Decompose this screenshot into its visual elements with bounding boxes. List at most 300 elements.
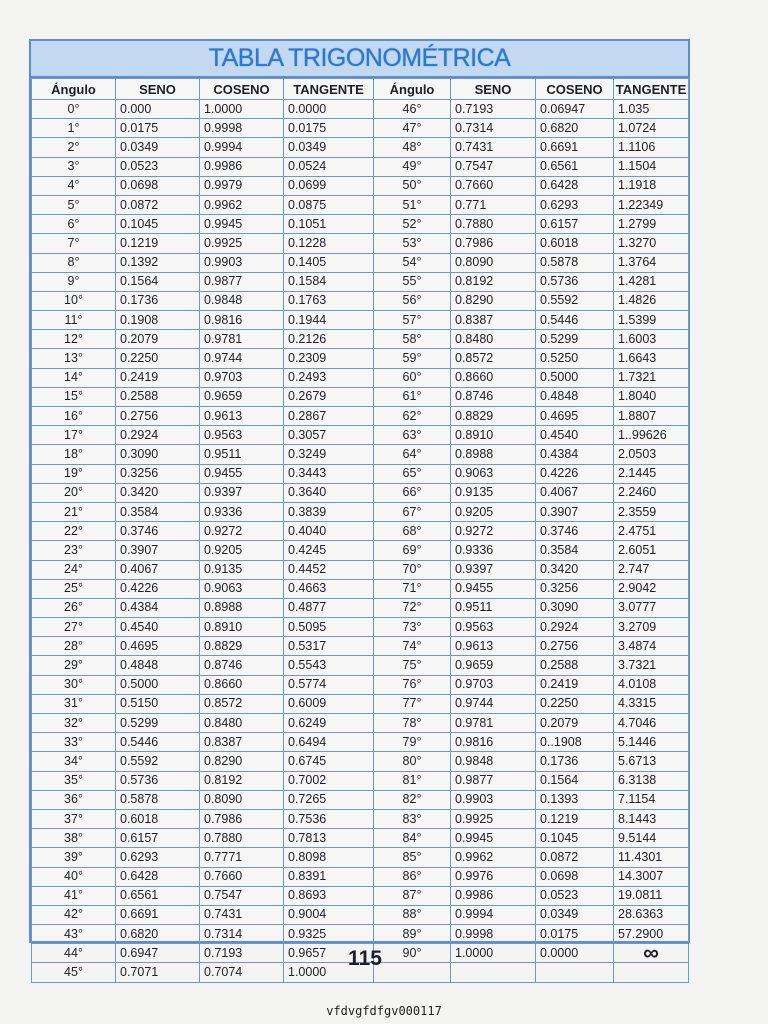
cell-tangent-right: 1.6003 [614, 330, 689, 349]
cell-sine-left: 0.4067 [116, 560, 200, 579]
cell-angle-right: 57° [374, 311, 451, 330]
header-sine-right: SENO [451, 79, 536, 100]
cell-sine-right: 0.8387 [451, 311, 536, 330]
cell-sine-right: 0.7193 [451, 100, 536, 119]
cell-cosine-left: 0.7660 [200, 867, 284, 886]
header-tangent-right: TANGENTE [614, 79, 689, 100]
cell-angle-right: 48° [374, 138, 451, 157]
header-tangent-left: TANGENTE [284, 79, 374, 100]
cell-angle-left: 0° [32, 100, 116, 119]
cell-sine-right: 0.9744 [451, 694, 536, 713]
cell-cosine-right: 0.6293 [536, 195, 614, 214]
cell-cosine-left: 0.9998 [200, 119, 284, 138]
cell-cosine-right: 0.5736 [536, 272, 614, 291]
cell-sine-left: 0.1908 [116, 311, 200, 330]
cell-sine-right: 0.8192 [451, 272, 536, 291]
cell-tangent-right: 3.2709 [614, 618, 689, 637]
cell-cosine-left: 0.8746 [200, 656, 284, 675]
cell-tangent-right: 8.1443 [614, 809, 689, 828]
cell-tangent-right: 2.4751 [614, 522, 689, 541]
cell-tangent-right: 2.747 [614, 560, 689, 579]
cell-sine-left: 0.6691 [116, 905, 200, 924]
table-body [32, 100, 689, 983]
table-row [32, 426, 689, 445]
cell-cosine-right: 0.3746 [536, 522, 614, 541]
cell-angle-left: 19° [32, 464, 116, 483]
cell-tangent-right: 1.1504 [614, 157, 689, 176]
header-angle-right: Ángulo [374, 79, 451, 100]
cell-cosine-right: 0.06947 [536, 100, 614, 119]
cell-sine-left: 0.3090 [116, 445, 200, 464]
cell-tangent-left: 0.5774 [284, 675, 374, 694]
cell-cosine-left: 0.9903 [200, 253, 284, 272]
cell-angle-right: 87° [374, 886, 451, 905]
cell-tangent-right: 1.5399 [614, 311, 689, 330]
cell-angle-left: 34° [32, 752, 116, 771]
cell-cosine-right: 0.0698 [536, 867, 614, 886]
cell-angle-right: 79° [374, 733, 451, 752]
cell-sine-left: 0.5592 [116, 752, 200, 771]
cell-cosine-right: 0.1045 [536, 829, 614, 848]
cell-cosine-right: 0.4067 [536, 483, 614, 502]
cell-sine-left: 0.5299 [116, 714, 200, 733]
cell-tangent-left: 0.0000 [284, 100, 374, 119]
cell-sine-right: 0.8090 [451, 253, 536, 272]
table-row [32, 100, 689, 119]
cell-cosine-right: 0.1736 [536, 752, 614, 771]
table-row [32, 598, 689, 617]
cell-cosine-left: 0.7986 [200, 809, 284, 828]
cell-cosine-right: 0.2924 [536, 618, 614, 637]
cell-cosine-right: 0.0349 [536, 905, 614, 924]
cell-cosine-right: 0.5250 [536, 349, 614, 368]
table-row [32, 771, 689, 790]
cell-tangent-right: 9.5144 [614, 829, 689, 848]
cell-tangent-left: 0.1763 [284, 291, 374, 310]
cell-cosine-left: 0.9272 [200, 522, 284, 541]
cell-cosine-right: 0.4226 [536, 464, 614, 483]
cell-tangent-left: 0.0875 [284, 195, 374, 214]
cell-angle-left: 9° [32, 272, 116, 291]
cell-tangent-left: 0.7536 [284, 809, 374, 828]
cell-cosine-right: 0.6691 [536, 138, 614, 157]
cell-sine-left: 0.3907 [116, 541, 200, 560]
header-angle-left: Ángulo [32, 79, 116, 100]
cell-tangent-right: 1..99626 [614, 426, 689, 445]
cell-tangent-left: 0.9657 [284, 944, 374, 963]
cell-angle-right: 52° [374, 215, 451, 234]
cell-angle-left: 44° [32, 944, 116, 963]
cell-sine-left: 0.4695 [116, 637, 200, 656]
cell-angle-right: 60° [374, 368, 451, 387]
cell-angle-right: 78° [374, 714, 451, 733]
cell-sine-right: 0.7880 [451, 215, 536, 234]
cell-angle-right: 77° [374, 694, 451, 713]
cell-cosine-right: 0.6428 [536, 176, 614, 195]
cell-sine-right: 0.7431 [451, 138, 536, 157]
cell-sine-right: 0.9998 [451, 925, 536, 944]
cell-angle-left: 36° [32, 790, 116, 809]
cell-tangent-left: 0.3443 [284, 464, 374, 483]
cell-cosine-left: 0.9994 [200, 138, 284, 157]
cell-cosine-left: 0.9659 [200, 387, 284, 406]
cell-angle-left: 18° [32, 445, 116, 464]
cell-sine-right: 0.8910 [451, 426, 536, 445]
table-row [32, 215, 689, 234]
cell-cosine-right: 0.6018 [536, 234, 614, 253]
cell-sine-right: 0.8480 [451, 330, 536, 349]
cell-sine-right: 0.9962 [451, 848, 536, 867]
table-row [32, 675, 689, 694]
cell-tangent-right: 3.0777 [614, 598, 689, 617]
cell-angle-right: 89° [374, 925, 451, 944]
cell-angle-left: 29° [32, 656, 116, 675]
cell-angle-left: 39° [32, 848, 116, 867]
cell-cosine-left: 0.7074 [200, 963, 284, 982]
cell-cosine-right: 0.3907 [536, 502, 614, 521]
cell-tangent-right: 1.1106 [614, 138, 689, 157]
cell-angle-left: 43° [32, 925, 116, 944]
cell-sine-left: 0.0698 [116, 176, 200, 195]
cell-cosine-right: 0.1219 [536, 809, 614, 828]
table-row [32, 790, 689, 809]
table-row [32, 272, 689, 291]
cell-angle-left: 7° [32, 234, 116, 253]
cell-cosine-right: 0.0523 [536, 886, 614, 905]
cell-cosine-left: 0.9925 [200, 234, 284, 253]
cell-sine-right: 0.9994 [451, 905, 536, 924]
cell-sine-right: 0.9781 [451, 714, 536, 733]
cell-tangent-right: 1.2799 [614, 215, 689, 234]
cell-angle-left: 10° [32, 291, 116, 310]
cell-sine-left: 0.5150 [116, 694, 200, 713]
cell-angle-right: 63° [374, 426, 451, 445]
cell-cosine-left: 0.8988 [200, 598, 284, 617]
table-row [32, 848, 689, 867]
cell-sine-right: 0.9135 [451, 483, 536, 502]
cell-angle-right: 71° [374, 579, 451, 598]
cell-angle-right: 67° [374, 502, 451, 521]
cell-tangent-left: 0.8098 [284, 848, 374, 867]
cell-tangent-left: 0.7002 [284, 771, 374, 790]
cell-angle-left: 26° [32, 598, 116, 617]
cell-sine-left: 0.000 [116, 100, 200, 119]
cell-angle-right: 73° [374, 618, 451, 637]
cell-tangent-left: 0.5543 [284, 656, 374, 675]
cell-cosine-right: 0.4695 [536, 407, 614, 426]
cell-tangent-right: 3.7321 [614, 656, 689, 675]
cell-sine-right: 0.8988 [451, 445, 536, 464]
cell-tangent-left: 0.3057 [284, 426, 374, 445]
cell-sine-left: 0.0175 [116, 119, 200, 138]
cell-tangent-right: 2.6051 [614, 541, 689, 560]
cell-angle-right: 51° [374, 195, 451, 214]
cell-cosine-left: 0.8829 [200, 637, 284, 656]
cell-tangent-left: 1.0000 [284, 963, 374, 982]
cell-angle-right: 82° [374, 790, 451, 809]
cell-angle-left: 15° [32, 387, 116, 406]
cell-angle-right: 84° [374, 829, 451, 848]
cell-tangent-left: 0.6249 [284, 714, 374, 733]
cell-angle-right: 76° [374, 675, 451, 694]
cell-cosine-right: 0.4384 [536, 445, 614, 464]
table-row [32, 138, 689, 157]
cell-cosine-left: 0.9781 [200, 330, 284, 349]
cell-angle-right: 59° [374, 349, 451, 368]
cell-sine-left: 0.1736 [116, 291, 200, 310]
cell-cosine-left: 0.9135 [200, 560, 284, 579]
cell-cosine-right: 0.4540 [536, 426, 614, 445]
cell-tangent-left: 0.3839 [284, 502, 374, 521]
cell-tangent-right: ∞ [614, 944, 689, 963]
cell-angle-left: 16° [32, 407, 116, 426]
cell-cosine-right: 0.2419 [536, 675, 614, 694]
cell-sine-right: 0.9986 [451, 886, 536, 905]
page-title: TABLA TRIGONOMÉTRICA [208, 44, 511, 72]
cell-sine-left: 0.2588 [116, 387, 200, 406]
cell-cosine-right: 0.1393 [536, 790, 614, 809]
cell-angle-left: 31° [32, 694, 116, 713]
cell-angle-left: 42° [32, 905, 116, 924]
cell-sine-left: 0.5736 [116, 771, 200, 790]
cell-cosine-left: 1.0000 [200, 100, 284, 119]
footer-code: vfdvgfdfgv000117 [326, 1004, 442, 1018]
cell-angle-left: 23° [32, 541, 116, 560]
cell-angle-left: 20° [32, 483, 116, 502]
cell-cosine-right: 0.2079 [536, 714, 614, 733]
cell-tangent-left: 0.6009 [284, 694, 374, 713]
cell-angle-left: 45° [32, 963, 116, 982]
cell-cosine-left: 0.9205 [200, 541, 284, 560]
cell-cosine-left: 0.9945 [200, 215, 284, 234]
cell-angle-right: 69° [374, 541, 451, 560]
cell-tangent-right: 1.7321 [614, 368, 689, 387]
cell-tangent-left: 0.5095 [284, 618, 374, 637]
cell-tangent-left: 0.4452 [284, 560, 374, 579]
cell-sine-left: 0.2756 [116, 407, 200, 426]
cell-tangent-right: 4.3315 [614, 694, 689, 713]
cell-tangent-left: 0.6494 [284, 733, 374, 752]
cell-sine-left: 0.1564 [116, 272, 200, 291]
cell-sine-right: 1.0000 [451, 944, 536, 963]
cell-cosine-left: 0.9511 [200, 445, 284, 464]
cell-angle-right: 49° [374, 157, 451, 176]
cell-angle-left: 21° [32, 502, 116, 521]
cell-cosine-right: 0.2588 [536, 656, 614, 675]
cell-sine-left: 0.6293 [116, 848, 200, 867]
cell-tangent-left: 0.1228 [284, 234, 374, 253]
cell-angle-left: 33° [32, 733, 116, 752]
table-row [32, 694, 689, 713]
table-row [32, 618, 689, 637]
table-row [32, 253, 689, 272]
table-row [32, 541, 689, 560]
cell-angle-left: 40° [32, 867, 116, 886]
cell-sine-left: 0.6820 [116, 925, 200, 944]
cell-sine-left: 0.1219 [116, 234, 200, 253]
cell-tangent-left: 0.4663 [284, 579, 374, 598]
cell-tangent-left: 0.4245 [284, 541, 374, 560]
cell-angle-left: 2° [32, 138, 116, 157]
cell-tangent-right: 7.1154 [614, 790, 689, 809]
cell-tangent-left: 0.1405 [284, 253, 374, 272]
cell-sine-left: 0.6428 [116, 867, 200, 886]
cell-tangent-right: 1.035 [614, 100, 689, 119]
cell-cosine-left: 0.8660 [200, 675, 284, 694]
cell-angle-left: 11° [32, 311, 116, 330]
cell-angle-right: 56° [374, 291, 451, 310]
cell-tangent-left: 0.7813 [284, 829, 374, 848]
cell-cosine-right: 0..1908 [536, 733, 614, 752]
table-row [32, 234, 689, 253]
table-row [32, 407, 689, 426]
cell-angle-left: 25° [32, 579, 116, 598]
table-row [32, 637, 689, 656]
cell-tangent-left: 0.2309 [284, 349, 374, 368]
cell-angle-left: 12° [32, 330, 116, 349]
cell-cosine-right: 0.5299 [536, 330, 614, 349]
table-row [32, 195, 689, 214]
cell-sine-left: 0.3420 [116, 483, 200, 502]
cell-angle-left: 14° [32, 368, 116, 387]
cell-cosine-left: 0.9962 [200, 195, 284, 214]
cell-sine-left: 0.1392 [116, 253, 200, 272]
cell-cosine-left: 0.9986 [200, 157, 284, 176]
cell-cosine-left: 0.9979 [200, 176, 284, 195]
cell-cosine-right: 0.3256 [536, 579, 614, 598]
cell-sine-right: 0.9945 [451, 829, 536, 848]
table-row [32, 714, 689, 733]
cell-cosine-left: 0.7547 [200, 886, 284, 905]
table-row [32, 733, 689, 752]
cell-tangent-left: 0.3249 [284, 445, 374, 464]
cell-cosine-left: 0.8387 [200, 733, 284, 752]
cell-cosine-left: 0.7431 [200, 905, 284, 924]
cell-cosine-left: 0.9703 [200, 368, 284, 387]
cell-angle-right: 54° [374, 253, 451, 272]
cell-sine-right: 0.9613 [451, 637, 536, 656]
cell-sine-right: 0.9848 [451, 752, 536, 771]
cell-sine-right: 0.8829 [451, 407, 536, 426]
cell-tangent-left: 0.4877 [284, 598, 374, 617]
cell-cosine-left: 0.9063 [200, 579, 284, 598]
cell-cosine-right: 0.5878 [536, 253, 614, 272]
cell-tangent-right: 1.4281 [614, 272, 689, 291]
cell-angle-left: 4° [32, 176, 116, 195]
cell-sine-left: 0.5000 [116, 675, 200, 694]
cell-sine-left: 0.6157 [116, 829, 200, 848]
cell-sine-right: 0.7660 [451, 176, 536, 195]
cell-sine-left: 0.3746 [116, 522, 200, 541]
cell-cosine-right: 0.4848 [536, 387, 614, 406]
cell-sine-left: 0.1045 [116, 215, 200, 234]
cell-cosine-right: 0.3090 [536, 598, 614, 617]
cell-cosine-left: 0.8192 [200, 771, 284, 790]
table-row [32, 349, 689, 368]
table-row [32, 752, 689, 771]
cell-cosine-left: 0.9848 [200, 291, 284, 310]
cell-angle-left: 24° [32, 560, 116, 579]
table-row [32, 368, 689, 387]
cell-sine-left: 0.3256 [116, 464, 200, 483]
cell-angle-right: 47° [374, 119, 451, 138]
cell-cosine-right: 0.1564 [536, 771, 614, 790]
cell-sine-left: 0.7071 [116, 963, 200, 982]
cell-cosine-left: 0.8910 [200, 618, 284, 637]
table-row [32, 291, 689, 310]
cell-tangent-right: 2.0503 [614, 445, 689, 464]
table-row [32, 905, 689, 924]
cell-angle-left: 35° [32, 771, 116, 790]
cell-angle-right: 46° [374, 100, 451, 119]
table-row [32, 829, 689, 848]
cell-sine-right: 0.9511 [451, 598, 536, 617]
cell-tangent-left: 0.1944 [284, 311, 374, 330]
cell-sine-right: 0.9703 [451, 675, 536, 694]
cell-tangent-right: 14.3007 [614, 867, 689, 886]
cell-tangent-left: 0.3640 [284, 483, 374, 502]
cell-cosine-right: 0.0872 [536, 848, 614, 867]
cell-angle-left: 5° [32, 195, 116, 214]
cell-angle-right: 58° [374, 330, 451, 349]
cell-sine-right: 0.7314 [451, 119, 536, 138]
table-row [32, 579, 689, 598]
cell-sine-right: 0.9205 [451, 502, 536, 521]
cell-tangent-right: 2.1445 [614, 464, 689, 483]
cell-tangent-left: 0.2867 [284, 407, 374, 426]
cell-angle-right: 65° [374, 464, 451, 483]
table-row [32, 522, 689, 541]
cell-sine-right: 0.9336 [451, 541, 536, 560]
cell-sine-left: 0.0349 [116, 138, 200, 157]
cell-sine-right: 0.9455 [451, 579, 536, 598]
cell-angle-left: 6° [32, 215, 116, 234]
cell-sine-right: 0.9877 [451, 771, 536, 790]
cell-tangent-left: 0.8391 [284, 867, 374, 886]
cell-angle-left: 1° [32, 119, 116, 138]
cell-angle-left: 13° [32, 349, 116, 368]
cell-angle-right: 72° [374, 598, 451, 617]
table-row [32, 157, 689, 176]
cell-cosine-right: 0.3584 [536, 541, 614, 560]
cell-cosine-left: 0.8572 [200, 694, 284, 713]
cell-cosine-left: 0.9563 [200, 426, 284, 445]
table-row [32, 560, 689, 579]
cell-cosine-right: 0.5592 [536, 291, 614, 310]
cell-angle-right: 81° [374, 771, 451, 790]
cell-angle-right: 85° [374, 848, 451, 867]
cell-sine-left: 0.5878 [116, 790, 200, 809]
cell-sine-left: 0.3584 [116, 502, 200, 521]
cell-cosine-right: 0.2756 [536, 637, 614, 656]
cell-tangent-left: 0.0524 [284, 157, 374, 176]
cell-angle-left: 17° [32, 426, 116, 445]
cell-cosine-right: 0.0175 [536, 925, 614, 944]
cell-cosine-left: 0.7880 [200, 829, 284, 848]
cell-cosine-right: 0.6157 [536, 215, 614, 234]
cell-sine-left: 0.4226 [116, 579, 200, 598]
cell-tangent-right: 1.3764 [614, 253, 689, 272]
cell-angle-left: 30° [32, 675, 116, 694]
cell-tangent-right: 1.22349 [614, 195, 689, 214]
cell-sine-right: 0.9659 [451, 656, 536, 675]
cell-tangent-right: 6.3138 [614, 771, 689, 790]
table-row [32, 387, 689, 406]
cell-cosine-left: 0.9816 [200, 311, 284, 330]
cell-cosine-left: 0.7314 [200, 925, 284, 944]
cell-sine-left: 0.0523 [116, 157, 200, 176]
cell-tangent-left: 0.7265 [284, 790, 374, 809]
